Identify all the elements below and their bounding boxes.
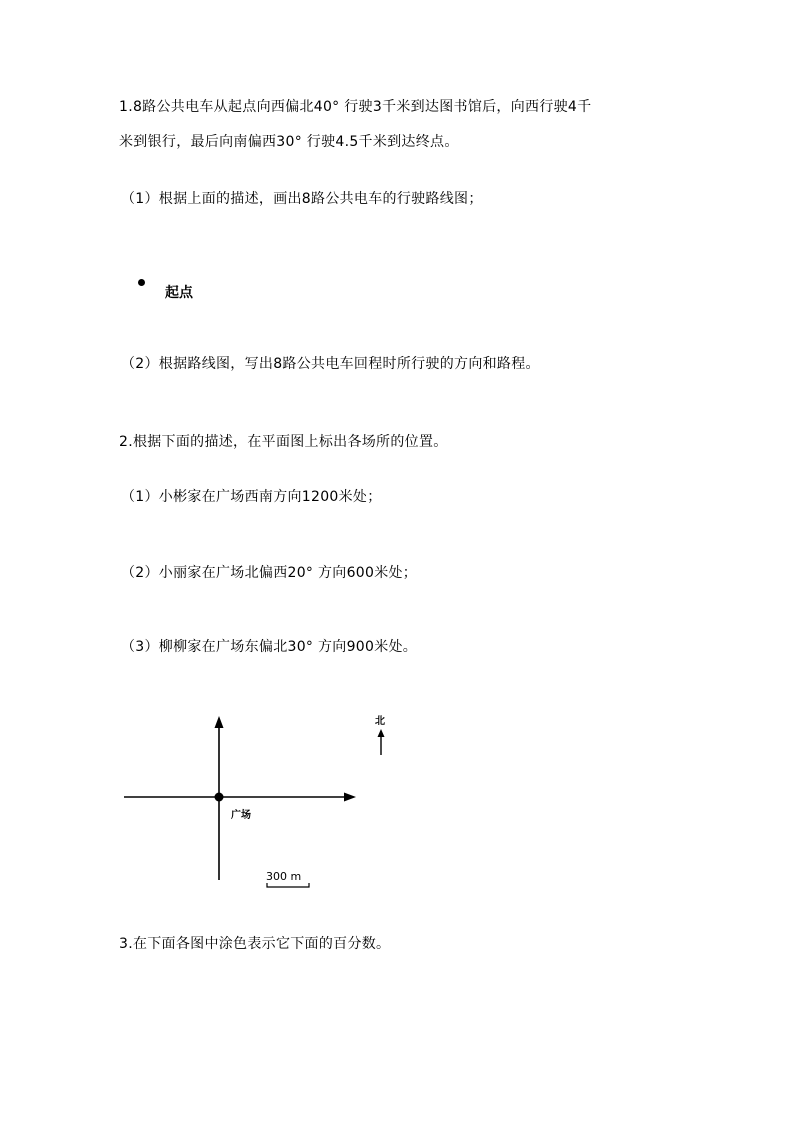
problem2-item2: （2）小丽家在广场北偏西20° 方向600米处； <box>121 565 418 581</box>
plaza-label: 广场 <box>231 810 251 821</box>
problem2-title: 2.根据下面的描述，在平面图上标出各场所的位置。 <box>119 434 448 450</box>
east-arrow-icon <box>344 793 356 802</box>
problem2-item3: （3）柳柳家在广场东偏北30° 方向900米处。 <box>121 639 418 655</box>
problem3-title: 3.在下面各图中涂色表示它下面的百分数。 <box>119 936 391 952</box>
scale-label: 300 m <box>266 870 302 883</box>
plaza-plan-diagram <box>118 708 398 894</box>
north-label: 北 <box>375 716 385 727</box>
problem1-part1: （1）根据上面的描述，画出8路公共电车的行驶路线图； <box>121 191 483 207</box>
plaza-point <box>215 793 224 802</box>
north-axis-arrow-icon <box>215 716 224 728</box>
north-arrow-icon <box>378 729 385 737</box>
problem2-item1: （1）小彬家在广场西南方向1200米处； <box>121 489 382 505</box>
problem1-text-line2: 米到银行，最后向南偏西30° 行驶4.5千米到达终点。 <box>119 134 459 150</box>
problem1-text-line1: 1.8路公共电车从起点向西偏北40° 行驶3千米到达图书馆后，向西行驶4千 <box>119 99 592 115</box>
start-point-dot <box>138 279 145 286</box>
start-point-label: 起点 <box>165 285 193 301</box>
problem1-part2: （2）根据路线图，写出8路公共电车回程时所行驶的方向和路程。 <box>121 356 540 372</box>
scale-bar <box>267 883 309 887</box>
